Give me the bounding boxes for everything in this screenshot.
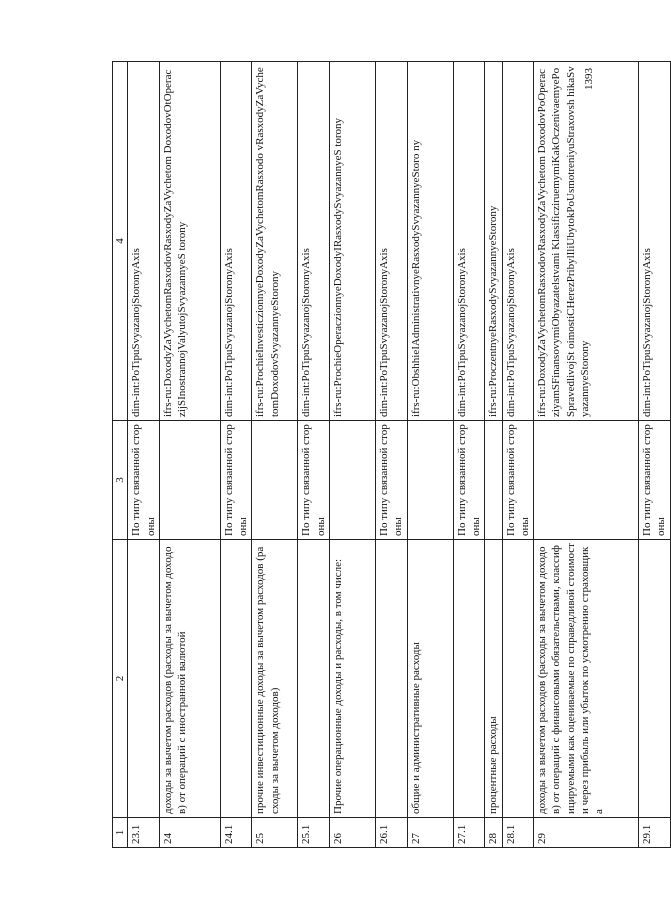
table-row: [159, 62, 220, 848]
taxonomy-element-cell: dim-int:PoTipuSvyazanojStoronyAxis: [639, 62, 671, 421]
row-number-cell: 24: [159, 818, 220, 848]
dimension-type-cell: По типу связанной стороны: [220, 421, 252, 540]
dimension-type-cell: [159, 421, 220, 540]
column-header: 2: [113, 540, 128, 818]
dimension-type-cell: По типу связанной стороны: [128, 421, 160, 540]
table-row: [639, 62, 671, 848]
indicator-name-cell: процентные расходы: [485, 540, 502, 818]
indicator-name-cell: Прочие операционные доходы и расходы, в том числе:: [330, 540, 376, 818]
row-number-cell: 29: [534, 818, 639, 848]
xbrl-mapping-table: [112, 61, 671, 848]
page-number: 1393: [583, 68, 595, 90]
row-number-cell: 24.1: [220, 818, 252, 848]
taxonomy-element-cell: dim-int:PoTipuSvyazanojStoronyAxis: [220, 62, 252, 421]
dimension-type-cell: [252, 421, 298, 540]
row-number-cell: 27.1: [453, 818, 485, 848]
dimension-type-cell: [534, 421, 639, 540]
table-row: [252, 62, 298, 848]
indicator-name-cell: [639, 540, 671, 818]
indicator-name-cell: [220, 540, 252, 818]
taxonomy-element-cell: dim-int:PoTipuSvyazanojStoronyAxis: [128, 62, 160, 421]
row-number-cell: 26.1: [376, 818, 408, 848]
table-row: [128, 62, 160, 848]
table-row: [376, 62, 408, 848]
taxonomy-element-cell: dim-int:PoTipuSvyazanojStoronyAxis: [502, 62, 534, 421]
dimension-type-cell: По типу связанной стороны: [376, 421, 408, 540]
dimension-type-cell: [407, 421, 453, 540]
table-row: [220, 62, 252, 848]
indicator-name-cell: прочие инвестиционные доходы за вычетом расходов (расходы за вычетом доходов): [252, 540, 298, 818]
dimension-type-cell: По типу связанной стороны: [502, 421, 534, 540]
indicator-name-cell: [298, 540, 330, 818]
table-row: [485, 62, 502, 848]
table-row: [407, 62, 453, 848]
dimension-type-cell: [485, 421, 502, 540]
dimension-type-cell: По типу связанной стороны: [453, 421, 485, 540]
row-number-cell: 28: [485, 818, 502, 848]
table-row: [298, 62, 330, 848]
table-row: [534, 62, 639, 848]
taxonomy-element-cell: dim-int:PoTipuSvyazanojStoronyAxis: [453, 62, 485, 421]
column-header: 4: [113, 62, 128, 421]
table-row: [330, 62, 376, 848]
dimension-type-cell: [330, 421, 376, 540]
row-number-cell: 25: [252, 818, 298, 848]
dimension-type-cell: По типу связанной стороны: [298, 421, 330, 540]
taxonomy-element-cell: dim-int:PoTipuSvyazanojStoronyAxis: [376, 62, 408, 421]
indicator-name-cell: [376, 540, 408, 818]
column-header: 3: [113, 421, 128, 540]
indicator-name-cell: [128, 540, 160, 818]
row-number-cell: 25.1: [298, 818, 330, 848]
row-number-cell: 29.1: [639, 818, 671, 848]
taxonomy-element-cell: dim-int:PoTipuSvyazanojStoronyAxis: [298, 62, 330, 421]
dimension-type-cell: По типу связанной стороны: [639, 421, 671, 540]
indicator-name-cell: общие и административные расходы: [407, 540, 453, 818]
column-header: 1: [113, 818, 128, 848]
row-number-cell: 28.1: [502, 818, 534, 848]
indicator-name-cell: доходы за вычетом расходов (расходы за вычетом доходов) от операций с финансовыми обязательствами, классифицируемыми как оцениваемые по справедливой стоимости через прибыль или убыток по усмотрению страховщика: [534, 540, 639, 818]
taxonomy-element-cell: ifrs-ru:ProchieInvesticzionnyeDoxodyZaVychetomRasxodo vRasxodyZaVychetomDoxodovSvyazannyeStorony: [252, 62, 298, 421]
indicator-name-cell: [502, 540, 534, 818]
row-number-cell: 23.1: [128, 818, 160, 848]
taxonomy-element-cell: ifrs-ru:ObshhieIAdministrativnyeRasxodySvyazannyeStoro ny: [407, 62, 453, 421]
row-number-cell: 26: [330, 818, 376, 848]
taxonomy-element-cell: ifrs-ru:ProchieOperaczionnyeDoxodyIRasxodySvyazannyeS torony: [330, 62, 376, 421]
taxonomy-element-cell: ifrs-ru:DoxodyZaVychetomRasxodovRasxodyZaVychetom DoxodovPoOperacziyamSFinansovymiObyazatelstvami KlassificziruemymiKakOczenivaemyePoSpravedlivojSt oimostiCHerezPribylIliUbytokPoUsmotreniyuStraxovsh hikaSvyazannyeStorony: [534, 62, 639, 421]
taxonomy-element-cell: ifrs-ru:DoxodyZaVychetomRasxodovRasxodyZaVychetom DoxodovOtOperaczijSInostrannojValyutojSvyazannyeS torony: [159, 62, 220, 421]
table-row: [453, 62, 485, 848]
table-row: [502, 62, 534, 848]
row-number-cell: 27: [407, 818, 453, 848]
table-header-row: [113, 62, 128, 848]
indicator-name-cell: доходы за вычетом расходов (расходы за вычетом доходов) от операций с иностранной валютой: [159, 540, 220, 818]
taxonomy-element-cell: ifrs-ru:ProczentnyeRasxodySvyazannyeStorony: [485, 62, 502, 421]
indicator-name-cell: [453, 540, 485, 818]
